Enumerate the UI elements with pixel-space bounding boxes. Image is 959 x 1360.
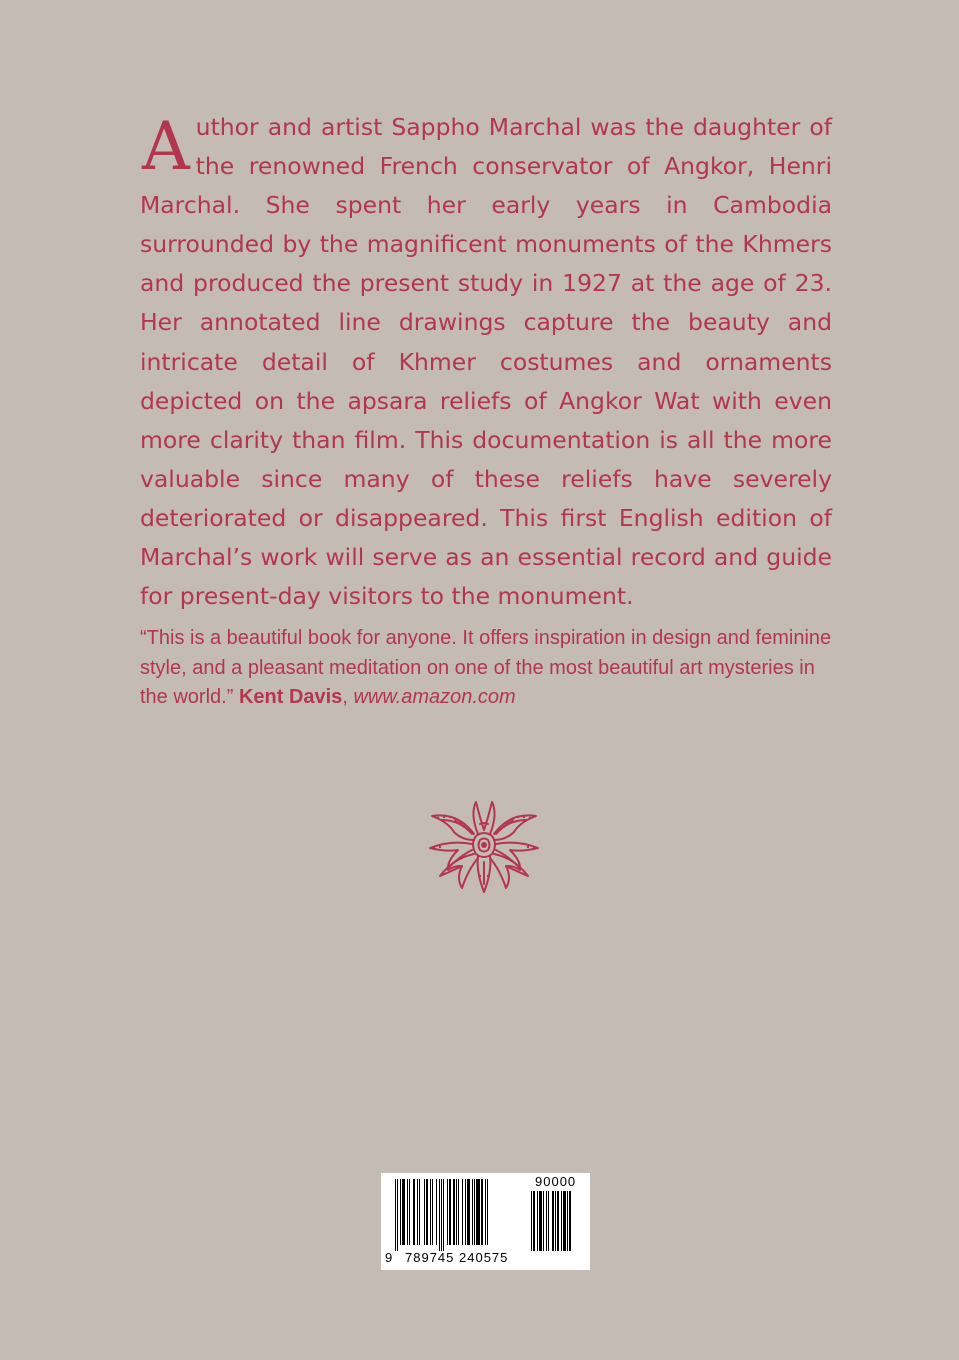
barcode-bar bbox=[395, 1179, 396, 1251]
barcode-bar bbox=[563, 1191, 566, 1251]
barcode-bar bbox=[531, 1191, 532, 1251]
barcode-bar bbox=[426, 1179, 428, 1245]
barcode-bar bbox=[443, 1179, 444, 1251]
barcode-bar bbox=[407, 1179, 408, 1245]
barcode-bar bbox=[472, 1179, 473, 1245]
isbn-barcode bbox=[381, 1173, 590, 1270]
back-cover-blurb bbox=[140, 108, 832, 616]
barcode-bar bbox=[436, 1179, 437, 1245]
quote-source: www.amazon.com bbox=[353, 686, 516, 709]
barcode-bar bbox=[465, 1179, 466, 1245]
barcode-bar bbox=[543, 1191, 544, 1251]
barcode-bar bbox=[569, 1191, 571, 1251]
floral-ornament-icon bbox=[414, 796, 554, 900]
barcode-bar bbox=[432, 1179, 433, 1245]
quote-author: Kent Davis bbox=[238, 686, 343, 709]
barcode-bar bbox=[409, 1179, 410, 1245]
blurb-text: uthor and artist Sappho Marchal was the daughter of the renowned French conservator of Angkor, Henri Marchal. She spent her early years in Cambodia surrounded by the magnificent monuments of the Khmers and produced the present study in 1927 at the age of 23. Her annotated line drawings capture the beauty and intricate detail of Khmer costumes and ornaments depicted on the apsara reliefs of Angkor Wat with even more clarity than film. This documentation is all the more valuable since many of these reliefs have severely deteriorated or disappeared. This first English edition of Marchal’s work will serve as an essential record and guide for present-day visitors to the monument. bbox=[140, 113, 832, 611]
barcode-bar bbox=[439, 1179, 440, 1251]
barcode-bar bbox=[397, 1179, 398, 1251]
barcode-bar bbox=[449, 1179, 451, 1245]
barcode-bar bbox=[458, 1179, 459, 1245]
barcode-bar bbox=[546, 1191, 547, 1251]
quote-text: “This is a beautiful book for anyone. It offers inspiration in design and feminine style, and a pleasant meditation on one of the most beautiful art mysteries in the world.” bbox=[140, 627, 832, 709]
review-quote bbox=[140, 624, 840, 713]
barcode-bar bbox=[539, 1191, 542, 1251]
isbn-digits-left: 789745 bbox=[405, 1250, 455, 1265]
barcode-bar bbox=[402, 1179, 405, 1245]
barcode-bar bbox=[424, 1179, 425, 1245]
barcode-bar bbox=[467, 1179, 470, 1245]
barcode-bar bbox=[476, 1179, 480, 1245]
barcode-bar bbox=[487, 1179, 488, 1245]
barcode-bar bbox=[567, 1191, 568, 1251]
barcode-bar bbox=[462, 1179, 463, 1245]
quote-separator: , bbox=[342, 686, 354, 709]
barcode-bar bbox=[485, 1179, 486, 1245]
barcode-bar bbox=[430, 1179, 431, 1245]
barcode-bar bbox=[453, 1179, 455, 1245]
drop-cap: A bbox=[142, 108, 190, 185]
barcode-bar bbox=[555, 1191, 556, 1251]
barcode-bar bbox=[413, 1179, 415, 1245]
barcode-bar bbox=[417, 1179, 418, 1245]
barcode-bar bbox=[552, 1191, 554, 1251]
barcode-bar bbox=[548, 1191, 549, 1251]
barcode-bar bbox=[533, 1191, 535, 1251]
barcode-bar bbox=[456, 1179, 457, 1245]
barcode-bar bbox=[537, 1191, 538, 1251]
barcode-bar bbox=[557, 1191, 559, 1251]
isbn-first-digit: 9 bbox=[385, 1250, 393, 1265]
barcode-bar bbox=[481, 1179, 483, 1245]
isbn-digits-right: 240575 bbox=[459, 1250, 509, 1265]
barcode-bar bbox=[441, 1179, 442, 1251]
barcode-bar bbox=[400, 1179, 401, 1245]
barcode-bar bbox=[447, 1179, 448, 1245]
barcode-bar bbox=[561, 1191, 562, 1251]
barcode-bar bbox=[419, 1179, 420, 1245]
price-code: 90000 bbox=[535, 1174, 577, 1189]
barcode-bar bbox=[474, 1179, 475, 1245]
